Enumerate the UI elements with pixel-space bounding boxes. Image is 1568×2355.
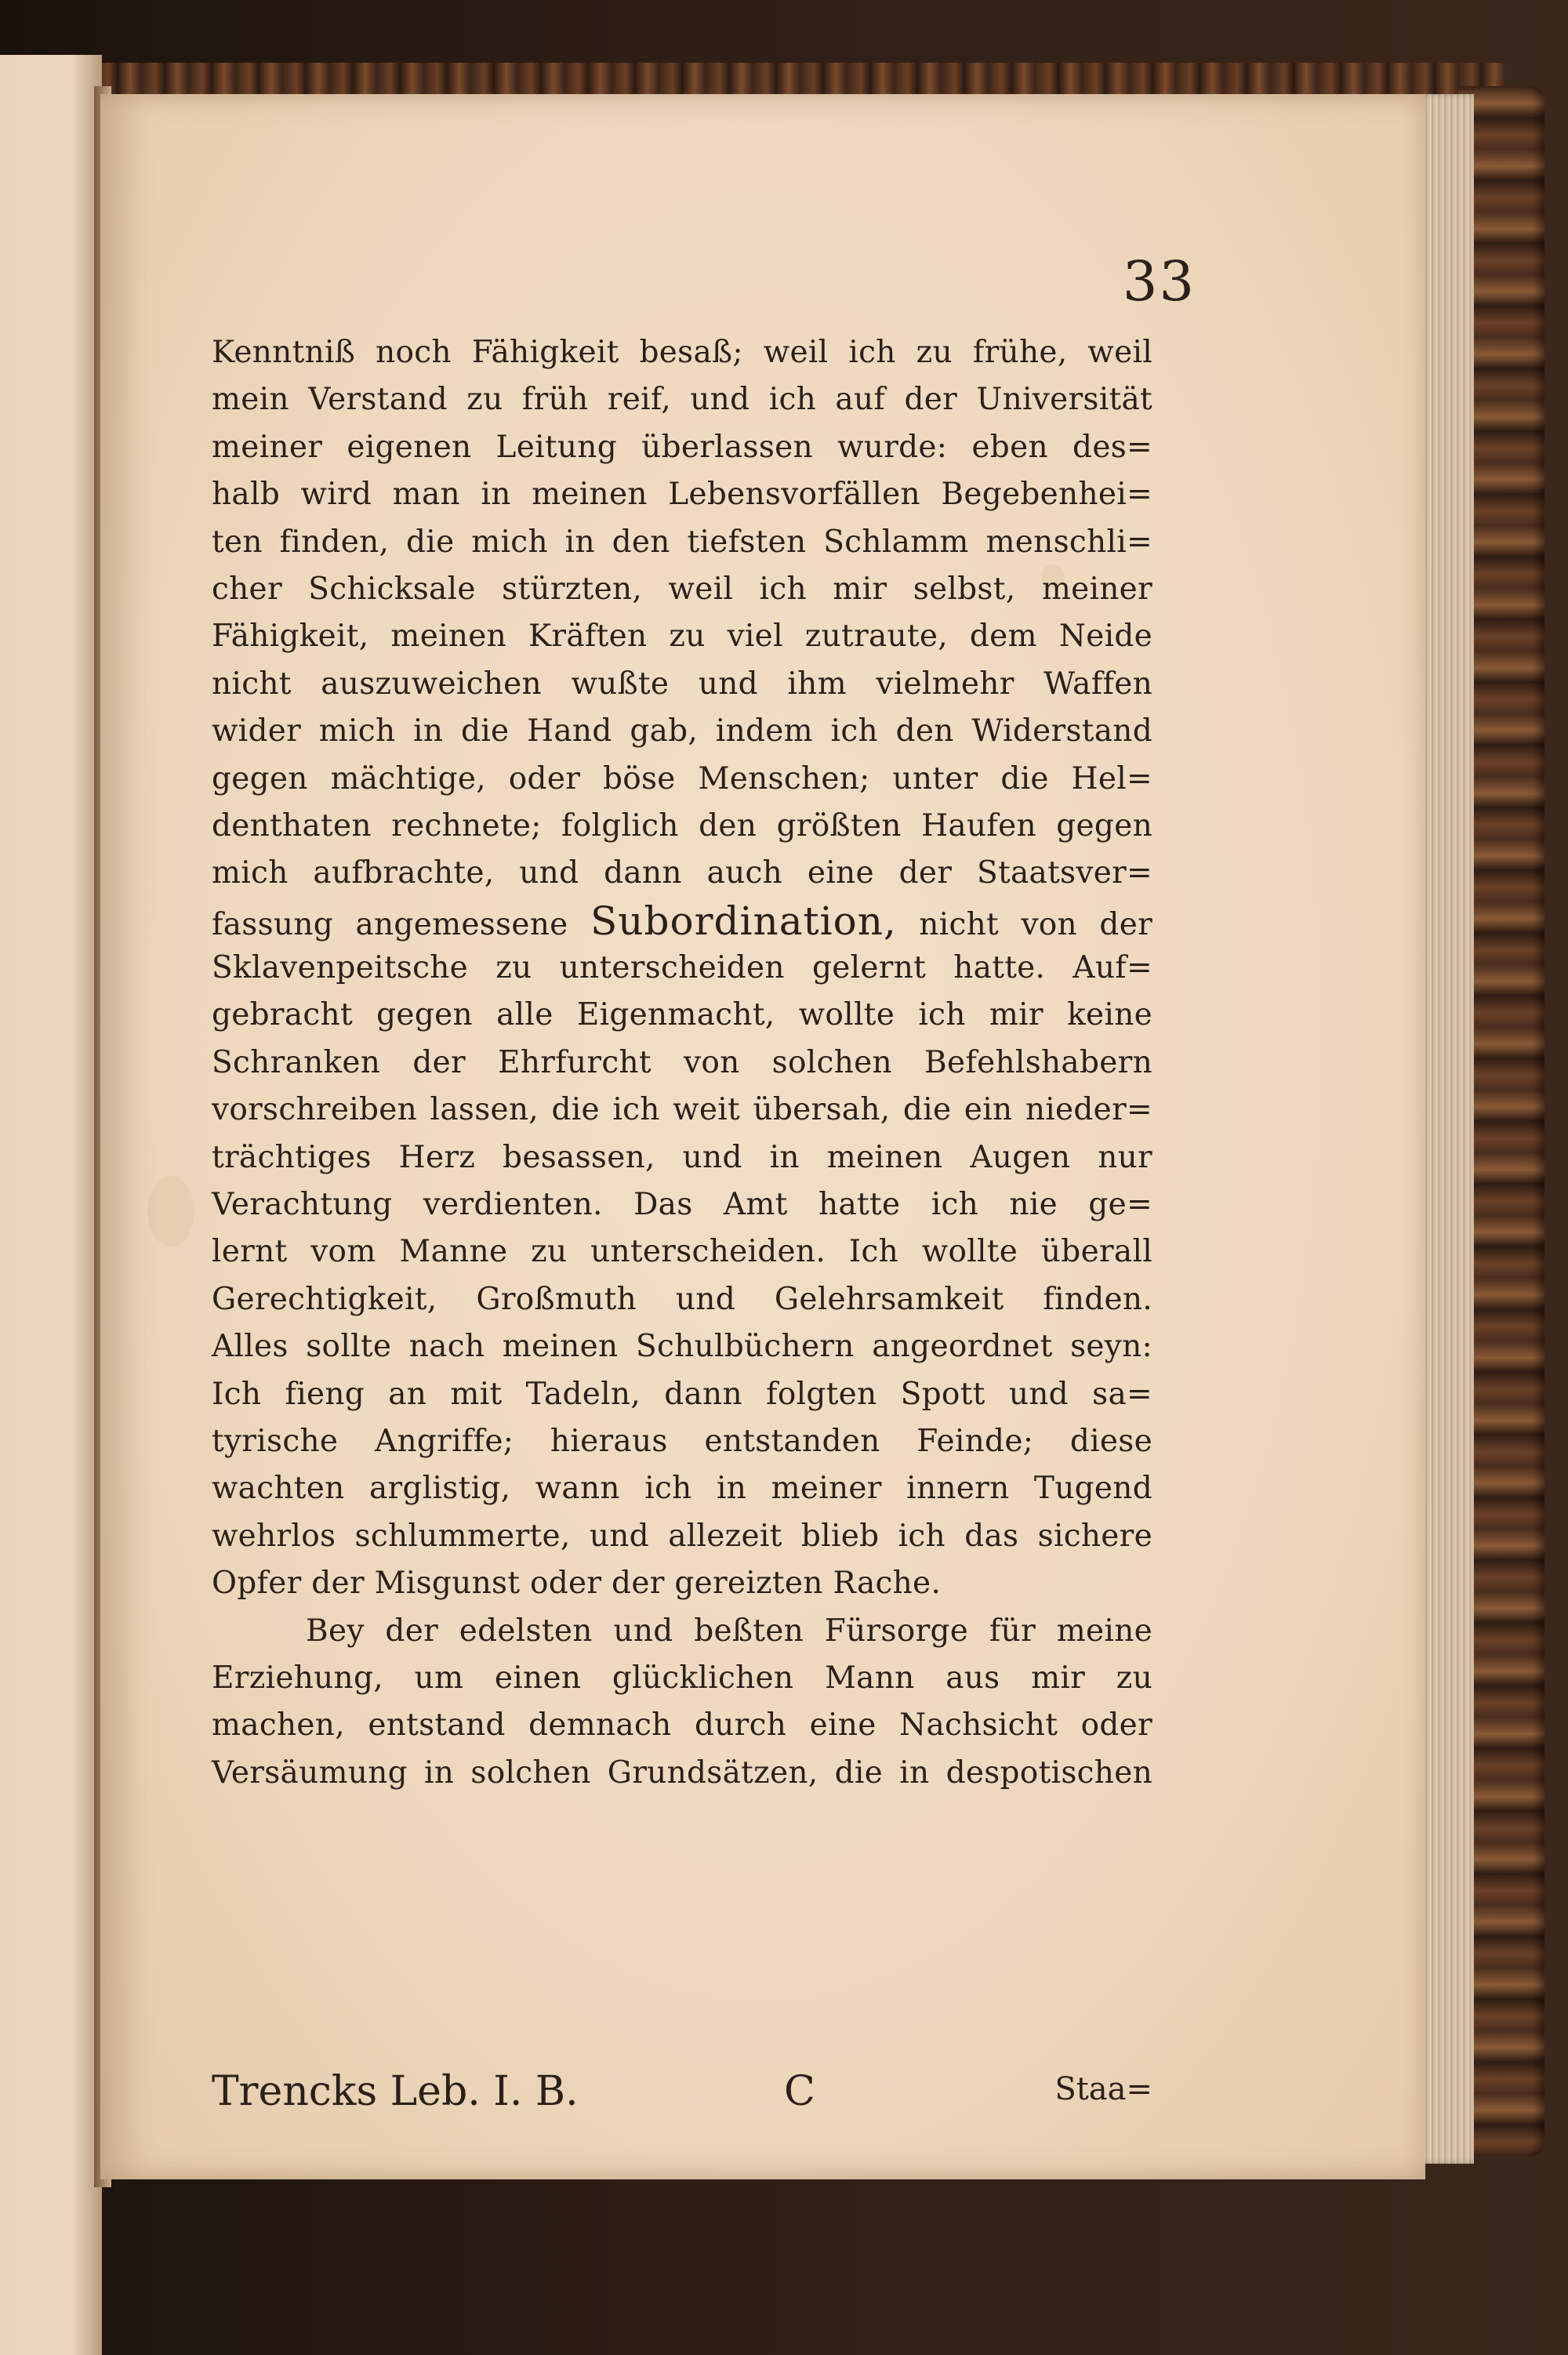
text-line: mein Verstand zu früh reif, und ich auf der Universität (212, 382, 1152, 418)
text-line: lernt vom Manne zu unterscheiden. Ich wollte überall (212, 1234, 1152, 1270)
text-line: halb wird man in meinen Lebensvorfällen Begebenhei= (212, 477, 1152, 513)
text-line: trächtiges Herz besassen, und in meinen Augen nur (212, 1139, 1152, 1175)
text-line: Opfer der Misgunst oder der gereizten Rache. (212, 1566, 942, 1602)
signature-mark: C (784, 2068, 815, 2115)
body-text (212, 329, 1152, 1797)
text-line: vorschreiben lassen, die ich weit übersah, die ein nieder= (212, 1092, 1152, 1128)
text-line: Fähigkeit, meinen Kräften zu viel zutraute, dem Neide (212, 619, 1152, 655)
text-line: Alles sollte nach meinen Schulbüchern angeordnet seyn: (212, 1329, 1152, 1365)
text-line: Ich fieng an mit Tadeln, dann folgten Spott und sa= (212, 1376, 1152, 1412)
paper-stain (147, 1176, 194, 1246)
text-line: Kenntniß noch Fähigkeit besaß; weil ich zu frühe, weil (212, 335, 1152, 370)
page-number: 33 (1122, 249, 1196, 314)
text-line: tyrische Angriffe; hieraus entstanden Feinde; diese (212, 1423, 1152, 1459)
text-line: wehrlos schlummerte, und allezeit blieb ich das sichere (212, 1518, 1152, 1554)
text-line: nicht auszuweichen wußte und ihm vielmehr Waffen (212, 666, 1152, 702)
text-line: Versäumung in solchen Grundsätzen, die in despotischen (212, 1754, 1152, 1791)
text-line: gebracht gegen alle Eigenmacht, wollte ich mir keine (212, 997, 1152, 1033)
text-fragment: nicht von der (919, 906, 1153, 942)
text-line: wider mich in die Hand gab, indem ich den Widerstand (212, 713, 1152, 749)
text-line: denthaten rechnete; folglich den größten Haufen gegen (212, 807, 1152, 844)
text-line: gegen mächtige, oder böse Menschen; unter die Hel= (212, 760, 1152, 796)
text-line: cher Schicksale stürzten, weil ich mir selbst, meiner (212, 571, 1152, 607)
text-line: Sklavenpeitsche zu unterscheiden gelernt hatte. Auf= (212, 950, 1152, 986)
text-line: mich aufbrachte, und dann auch eine der Staatsver= (212, 855, 1152, 891)
text-line: wachten arglistig, wann ich in meiner innern Tugend (212, 1471, 1152, 1507)
text-line: ten finden, die mich in den tiefsten Schlamm menschli= (212, 524, 1152, 560)
text-line: machen, entstand demnach durch eine Nachsicht oder (212, 1707, 1152, 1744)
signature-line: Trencks Leb. I. B. (212, 2068, 579, 2115)
page-footer (212, 2068, 1152, 2123)
text-line: Bey der edelsten und beßten Fürsorge für meine (306, 1613, 1152, 1649)
text-line: meiner eigenen Leitung überlassen wurde: eben des= (212, 429, 1152, 465)
text-line: Verachtung verdienten. Das Amt hatte ich nie ge= (212, 1187, 1152, 1223)
text-line-emphasis (212, 898, 1152, 945)
emphasized-word: Subordination, (590, 898, 897, 944)
catchword: Staa= (1054, 2071, 1152, 2107)
text-line: Gerechtigkeit, Großmuth und Gelehrsamkeit finden. (212, 1281, 1152, 1317)
text-line: Erziehung, um einen glücklichen Mann aus mir zu (212, 1660, 1152, 1696)
facing-page-edge (0, 55, 102, 2355)
text-line: Schranken der Ehrfurcht von solchen Befehlshabern (212, 1044, 1152, 1080)
text-fragment: fassung angemessene (212, 906, 568, 942)
